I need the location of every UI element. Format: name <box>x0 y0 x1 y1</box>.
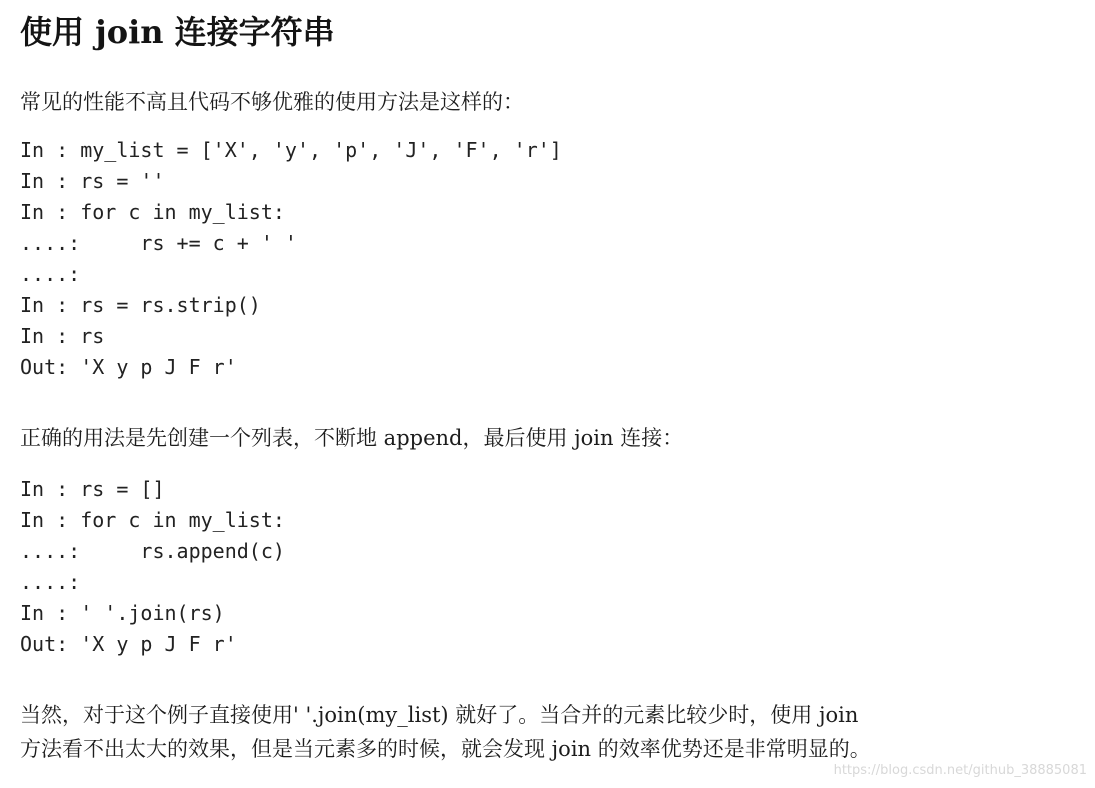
code-line: ....: rs.append(c) <box>20 539 285 563</box>
code-line: In : rs <box>20 324 105 348</box>
code-line: Out: 'X y p J F r' <box>20 632 237 656</box>
code-line: In : rs = [] <box>20 477 165 501</box>
code-line: In : rs = '' <box>20 169 165 193</box>
code-block-string-concat <box>20 135 562 383</box>
code-line: In : for c in my_list: <box>20 508 285 532</box>
conclusion-line: 方法看不出太大的效果，但是当元素多的时候，就会发现 join 的效率优势还是非常明显的。 <box>20 737 871 761</box>
correct-usage-paragraph: 正确的用法是先创建一个列表，不断地 append，最后使用 join 连接： <box>20 426 684 450</box>
watermark: https://blog.csdn.net/github_38885081 <box>833 763 1087 778</box>
code-line: In : my_list = ['X', 'y', 'p', 'J', 'F', 'r'] <box>20 138 562 162</box>
code-block-join <box>20 474 285 660</box>
code-line: Out: 'X y p J F r' <box>20 355 237 379</box>
code-line: ....: rs += c + ' ' <box>20 231 297 255</box>
code-line: In : for c in my_list: <box>20 200 285 224</box>
code-line: ....: <box>20 570 81 594</box>
conclusion-line: 当然，对于这个例子直接使用' '.join(my_list) 就好了。当合并的元素比较少时，使用 join <box>20 703 859 727</box>
code-line: In : rs = rs.strip() <box>20 293 261 317</box>
code-line: ....: <box>20 262 81 286</box>
intro-paragraph: 常见的性能不高且代码不够优雅的使用方法是这样的： <box>20 90 524 114</box>
section-title: 使用 join 连接字符串 <box>20 13 335 51</box>
code-line: In : ' '.join(rs) <box>20 601 225 625</box>
conclusion-paragraph <box>20 698 871 766</box>
